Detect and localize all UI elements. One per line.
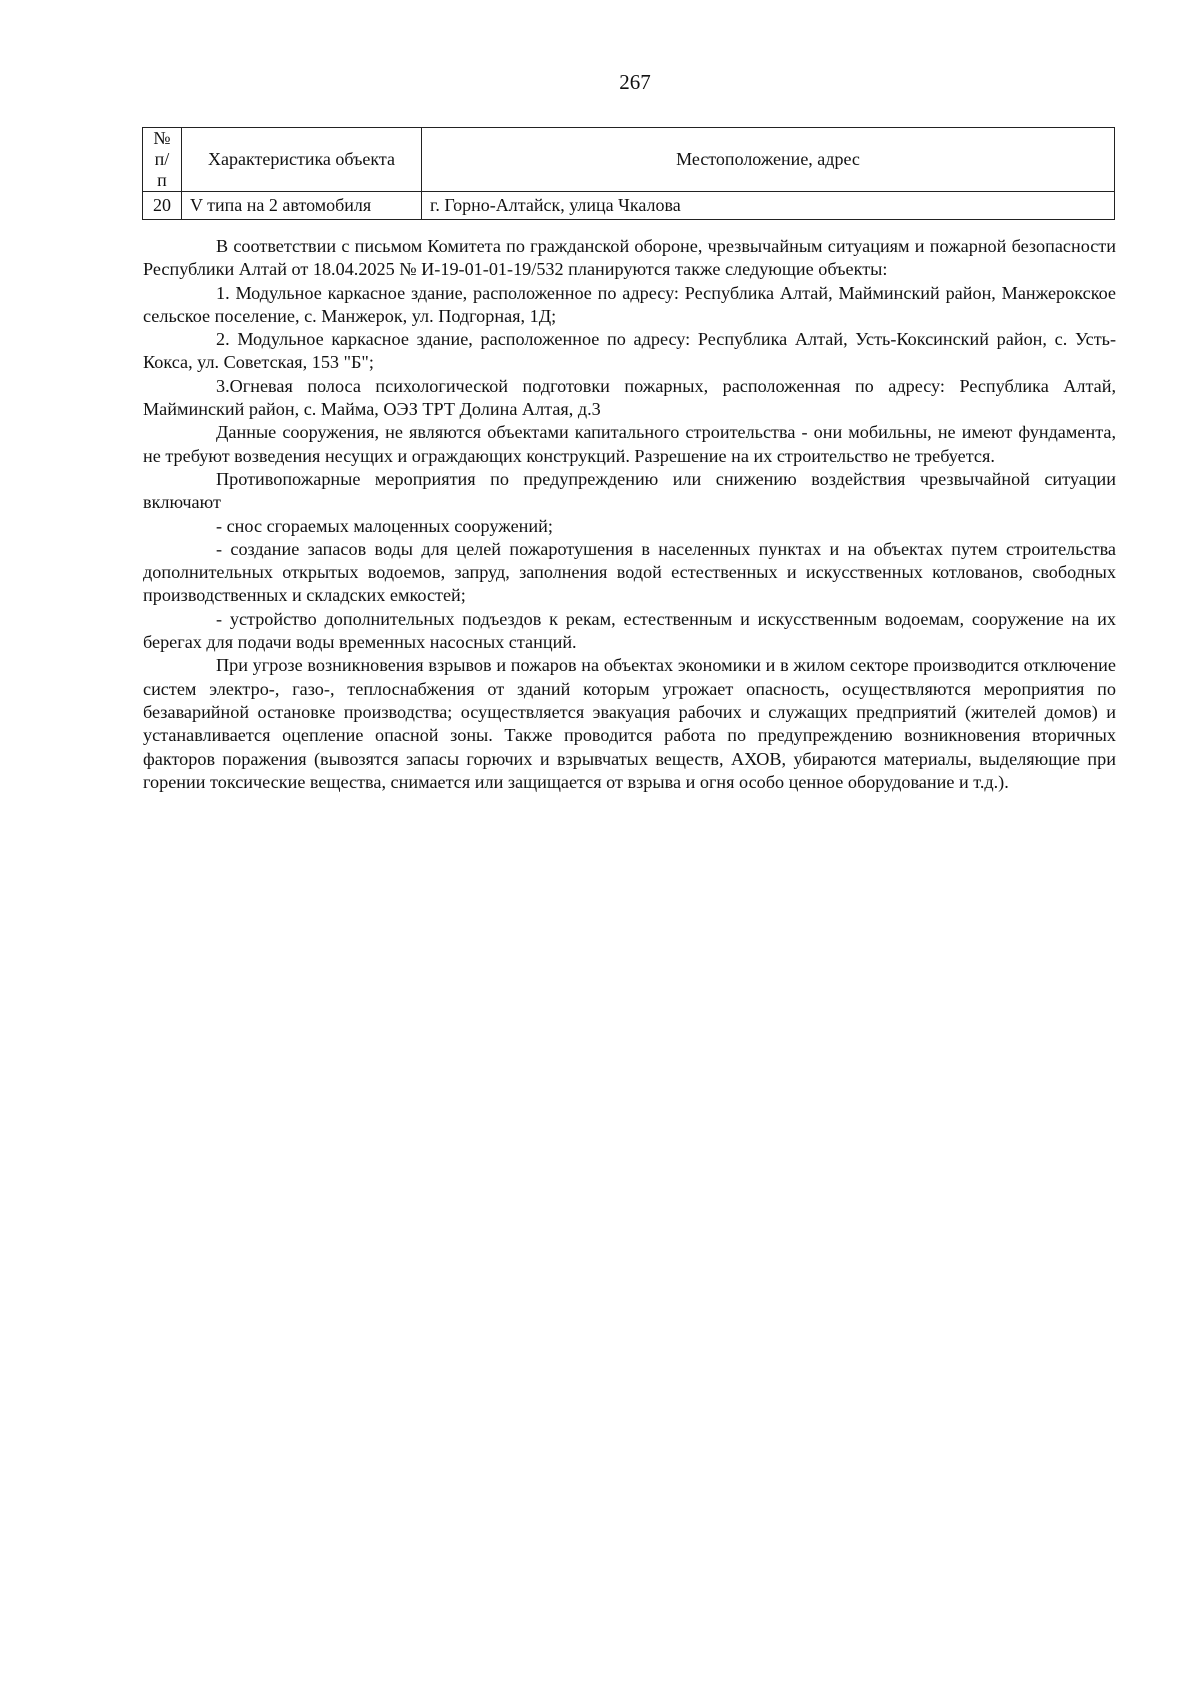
cell-location: г. Горно-Алтайск, улица Чкалова xyxy=(422,192,1115,220)
paragraph: В соответствии с письмом Комитета по гражданской обороне, чрезвычайным ситуациям и пожарной безопасности Республики Алтай от 18.04.2025 № И-19-01-01-19/532 планируются также следующие объекты: xyxy=(143,236,1116,280)
table-header-row xyxy=(143,128,1115,192)
paragraph: - снос сгораемых малоценных сооружений; xyxy=(216,515,553,536)
paragraph: 1. Модульное каркасное здание, расположенное по адресу: Республика Алтай, Майминский район, Манжерокское сельское поселение, с. Манжерок, ул. Подгорная, 1Д; xyxy=(143,282,1116,326)
cell-num: 20 xyxy=(143,192,182,220)
page-number: 267 xyxy=(619,70,651,94)
cell-characteristic: V типа на 2 автомобиля xyxy=(182,192,422,220)
objects-table xyxy=(142,127,1115,220)
paragraph: 2. Модульное каркасное здание, расположенное по адресу: Республика Алтай, Усть-Коксинский район, с. Усть-Кокса, ул. Советская, 153 "Б"; xyxy=(143,329,1116,373)
header-num: № п/п xyxy=(143,128,182,192)
paragraph: - создание запасов воды для целей пожаротушения в населенных пунктах и на объектах путем строительства дополнительных открытых водоемов, запруд, заполнения водой естественных и искусственных котлованов, свободных производственных и складских емкостей; xyxy=(143,538,1116,606)
paragraph: Данные сооружения, не являются объектами капитального строительства - они мобильны, не имеют фундамента, не требуют возведения несущих и ограждающих конструкций. Разрешение на их строительство не требуется. xyxy=(143,422,1116,466)
body-text xyxy=(143,235,1116,794)
paragraph: - устройство дополнительных подъездов к рекам, естественным и искусственным водоемам, сооружение на их берегах для подачи воды временных насосных станций. xyxy=(143,608,1116,653)
paragraph: Противопожарные мероприятия по предупреждению или снижению воздействия чрезвычайной ситуации включают xyxy=(143,468,1116,513)
table-row xyxy=(143,192,1115,220)
header-location: Местоположение, адрес xyxy=(422,128,1115,192)
header-characteristic: Характеристика объекта xyxy=(182,128,422,192)
paragraph: 3.Огневая полоса психологической подготовки пожарных, расположенная по адресу: Республика Алтай, Майминский район, с. Майма, ОЭЗ ТРТ Долина Алтая, д.3 xyxy=(143,375,1116,420)
paragraph: При угрозе возникновения взрывов и пожаров на объектах экономики и в жилом секторе производится отключение систем электро-, газо-, теплоснабжения от зданий которым угрожает опасность, осуществляются мероприятия по безаварийной остановке производства; осуществляется эвакуация рабочих и служащих предприятий (жителей домов) и устанавливается оцепление опасной зоны. Также проводится работа по предупреждению возникновения вторичных факторов поражения (вывозятся запасы горючих и взрывчатых веществ, АХОВ, убираются материалы, выделяющие при горении токсические вещества, снимается или защищается от взрыва и огня особо ценное оборудование и т.д.). xyxy=(143,655,1116,792)
